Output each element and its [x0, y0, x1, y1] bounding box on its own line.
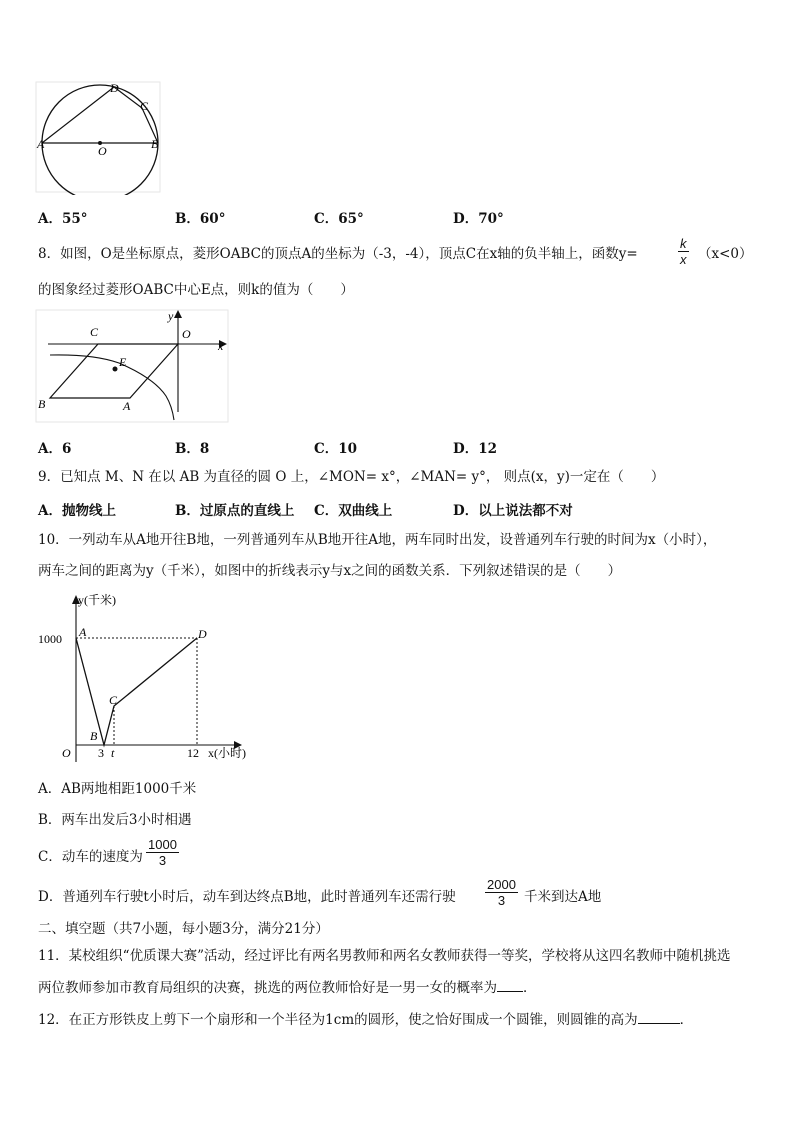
q10-option-c: C．动车的速度为: [38, 849, 143, 865]
circle-figure: [34, 80, 164, 195]
q9-option-c: C．双曲线上: [314, 503, 393, 519]
q9-option-a: A．抛物线上: [38, 503, 116, 519]
q7-option-d: D．70°: [453, 211, 504, 227]
q11-stem-line2: 两位教师参加市教育局组织的决赛，挑选的两位教师恰好是一男一女的概率为 ．: [38, 980, 537, 996]
q9-option-d: D．以上说法都不对: [453, 503, 573, 519]
section-heading: 二、填空题（共7小题，每小题3分，满分21分）: [38, 921, 329, 937]
q8-fraction: $\frac{k}{x}$: [680, 236, 687, 267]
label-B: B: [38, 397, 46, 411]
q8-option-a: A．6: [38, 441, 72, 457]
tick-3: 3: [98, 746, 104, 760]
label-B: B: [90, 729, 98, 743]
label-x: x: [218, 339, 224, 353]
q10-option-d-fraction: $\frac{2000}{3}$: [487, 877, 516, 908]
q10-stem-line2: 两车之间的距离为y（千米），如图中的折线表示y与x之间的函数关系．下列叙述错误的是（ ）: [38, 563, 622, 579]
q8-stem-condition: （x<0）: [698, 246, 753, 262]
q10-stem-line1: 10．一列动车从A地开往B地，一列普通列车从B地开往A地，两车同时出发，设普通列车行驶的时间为x（小时），: [38, 532, 717, 548]
label-D: D: [110, 81, 119, 95]
q8-stem-line2: 的图象经过菱形OABC中心E点，则k的值为（ ）: [38, 282, 354, 298]
q11-stem-line1: 11．某校组织“优质课大赛”活动，经过评比有两名男教师和两名女教师获得一等奖，学校将从这四名教师中随机挑选: [38, 948, 731, 964]
label-D: D: [198, 627, 207, 641]
tick-1000: 1000: [38, 632, 62, 646]
q10-option-c-fraction: $\frac{1000}{3}$: [148, 837, 177, 868]
distance-time-graph: [34, 590, 264, 770]
label-A: A: [79, 625, 87, 639]
q12-answer-blank[interactable]: [638, 1010, 680, 1024]
x-axis-label: x(小时): [208, 746, 246, 760]
label-C: C: [109, 693, 118, 707]
q8-option-b: B．8: [175, 441, 210, 457]
label-E: E: [119, 355, 127, 369]
q7-option-c: C．65°: [314, 211, 364, 227]
q7-option-b: B．60°: [175, 211, 226, 227]
q7-option-a: A．55°: [38, 211, 88, 227]
q9-option-b: B．过原点的直线上: [175, 503, 295, 519]
q11-answer-blank[interactable]: [497, 978, 523, 992]
tick-t: t: [111, 746, 115, 760]
rhombus-figure: [34, 308, 232, 426]
label-O: O: [98, 144, 107, 158]
y-axis-label: y(千米): [78, 593, 116, 607]
label-B: B: [151, 137, 159, 151]
label-A: A: [37, 137, 45, 151]
q9-stem: 9．已知点 M、N 在以 AB 为直径的圆 O 上，∠MON= x°，∠MAN= y°， 则点(x，y)一定在（ ）: [38, 469, 665, 485]
tick-12: 12: [187, 746, 199, 760]
label-O: O: [182, 327, 191, 341]
q10-option-b: B．两车出发后3小时相遇: [38, 812, 192, 828]
q10-option-d: D．普通列车行驶t小时后，动车到达终点B地，此时普通列车还需行驶: [38, 889, 456, 905]
label-C: C: [90, 325, 99, 339]
q8-option-c: C．10: [314, 441, 358, 457]
q10-option-d-end: 千米到达A地: [524, 889, 602, 905]
q8-stem: 8．如图，O是坐标原点，菱形OABC的顶点A的坐标为（-3，-4），顶点C在x轴的负半轴上，函数y=: [38, 246, 638, 262]
q8-option-d: D．12: [453, 441, 497, 457]
q12-stem: 12．在正方形铁皮上剪下一个扇形和一个半径为1cm的圆形，使之恰好围成一个圆锥，则圆锥的高为 ．: [38, 1012, 694, 1028]
label-A: A: [123, 399, 131, 413]
q10-option-a: A．AB两地相距1000千米: [38, 781, 197, 797]
label-O: O: [62, 746, 71, 760]
label-y: y: [168, 309, 174, 323]
label-C: C: [140, 99, 149, 113]
